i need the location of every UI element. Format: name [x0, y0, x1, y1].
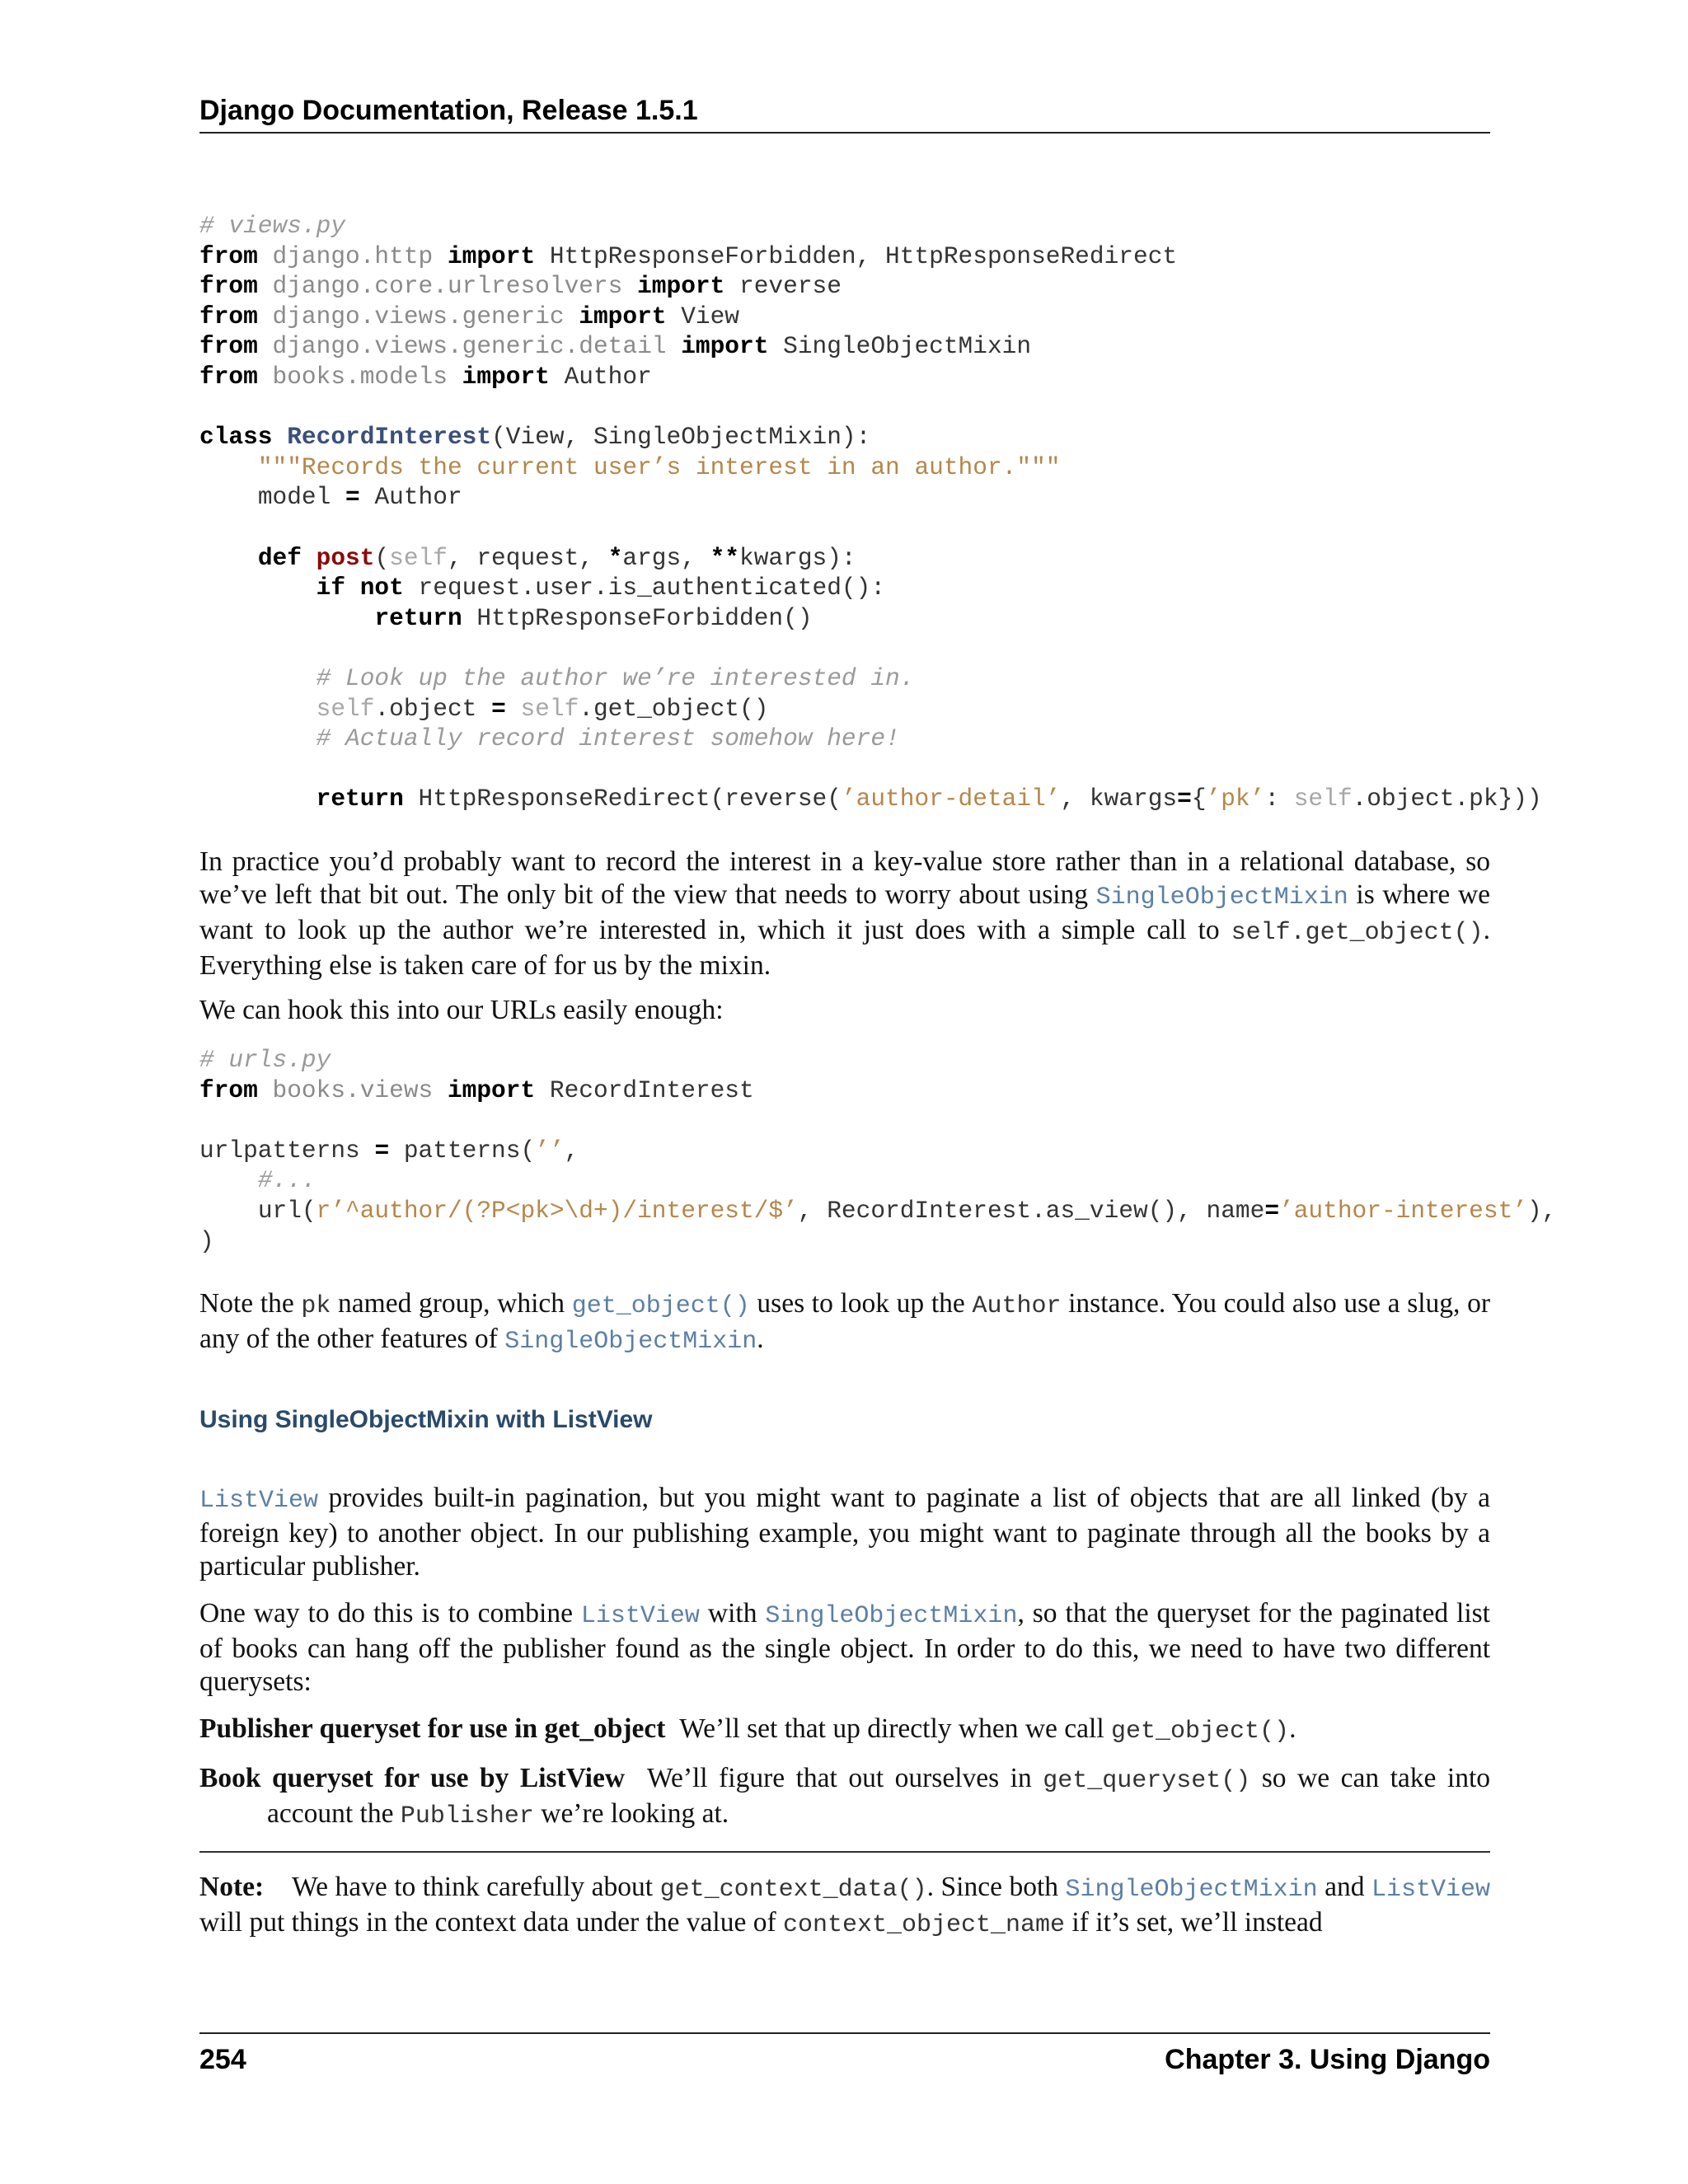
code-module: books.models [272, 362, 448, 391]
text-run: with [699, 1598, 766, 1629]
inline-code: get_context_data() [659, 1876, 927, 1904]
code-module: django.core.urlresolvers [272, 272, 623, 301]
code-text: kwargs): [739, 543, 856, 572]
code-operator: * [607, 543, 623, 572]
code-self: self [316, 694, 375, 723]
paragraph [199, 846, 1490, 982]
code-operator: ** [710, 543, 740, 572]
code-keyword: import [447, 241, 536, 270]
code-text: : [1264, 785, 1294, 813]
text-run: if it’s set, we’ll instead [1065, 1907, 1323, 1938]
code-operator: = [491, 694, 506, 723]
code-class-name: RecordInterest [287, 423, 492, 452]
code-keyword: from [199, 1076, 258, 1104]
code-keyword: from [199, 332, 258, 361]
code-text: .object [374, 694, 477, 723]
code-keyword: return [374, 603, 462, 632]
code-keyword: import [681, 332, 769, 361]
code-text: , kwargs [1060, 785, 1178, 813]
text-run: , so that the queryset for the paginated list of books can hang off the publisher found as the single object. In order to do this, we need to have two different querysets: [199, 1598, 1490, 1697]
running-footer [199, 2032, 1490, 2080]
code-names: HttpResponseForbidden, HttpResponseRedirect [549, 241, 1178, 270]
text-run: we’re looking at. [533, 1798, 729, 1829]
code-text: HttpResponseRedirect(reverse( [418, 785, 842, 813]
code-keyword: from [199, 241, 258, 270]
code-line [199, 1226, 1556, 1257]
inline-code: Publisher [400, 1802, 534, 1830]
code-keyword: class [199, 423, 273, 452]
note-box [199, 1851, 1490, 1942]
code-text: , [564, 1136, 579, 1165]
code-line [199, 422, 1542, 452]
code-line [199, 784, 1542, 814]
code-names: RecordInterest [549, 1076, 754, 1104]
code-text: ) [199, 1226, 214, 1255]
code-line [199, 1045, 1556, 1076]
code-text: patterns( [403, 1136, 536, 1165]
xref-link[interactable]: SingleObjectMixin [504, 1328, 757, 1356]
code-operator: = [1264, 1196, 1280, 1225]
code-keyword: import [462, 362, 550, 391]
code-line [199, 241, 1542, 272]
text-run: We’ll set that up directly when we call [679, 1713, 1112, 1744]
code-keyword: import [447, 1076, 536, 1104]
code-text: model [257, 483, 331, 512]
paragraph: We can hook this into our URLs easily enough: [199, 995, 724, 1025]
code-names: Author [564, 362, 652, 391]
text-run: We have to think carefully about [292, 1872, 660, 1902]
definition-list-item [199, 1713, 1490, 1748]
code-text: ), [1526, 1196, 1557, 1225]
code-comment: # Look up the author we’re interested in. [316, 663, 915, 692]
code-line [199, 302, 1542, 332]
code-line [199, 482, 1542, 513]
section-heading: Using SingleObjectMixin with ListView [199, 1406, 653, 1433]
xref-link[interactable]: SingleObjectMixin [1095, 883, 1348, 912]
code-module: django.http [272, 241, 434, 270]
code-text: HttpResponseForbidden() [476, 603, 813, 632]
inline-code: self.get_object() [1231, 919, 1484, 947]
code-keyword: if not [316, 574, 404, 602]
text-run: . Since both [926, 1872, 1066, 1902]
text-run: named group, which [331, 1288, 572, 1319]
xref-link[interactable]: SingleObjectMixin [765, 1602, 1018, 1630]
code-text: .get_object() [579, 694, 769, 723]
text-run: We’ll figure that out ourselves in [647, 1763, 1043, 1793]
code-names: SingleObjectMixin [783, 332, 1032, 361]
code-line [199, 1196, 1556, 1226]
inline-code: Author [972, 1292, 1062, 1320]
code-names: reverse [739, 272, 842, 301]
paragraph [199, 1597, 1490, 1699]
code-module: books.views [272, 1076, 434, 1104]
text-run: is where we want to look up the author we’re interested in, which it just does with a simple call to [199, 879, 1490, 945]
running-header [199, 92, 1490, 134]
code-text: request.user.is_authenticated(): [418, 574, 886, 602]
text-run: . [1289, 1713, 1296, 1744]
code-line [199, 331, 1542, 362]
code-operator: = [1177, 785, 1192, 813]
code-module: django.views.generic.detail [272, 332, 667, 361]
code-line: def post(self, request, *args, **kwargs): [257, 543, 856, 572]
code-module: django.views.generic [272, 302, 565, 330]
text-run: instance. You could also use a slug, or any of the other features of [199, 1288, 1490, 1354]
code-line [199, 1076, 1556, 1106]
blank-line [199, 392, 1542, 423]
code-text: , RecordInterest.as_view(), name [797, 1196, 1265, 1225]
code-text: Author [374, 483, 462, 512]
code-self: self [389, 543, 448, 572]
xref-link[interactable]: SingleObjectMixin [1065, 1876, 1318, 1904]
note-label: Note: [199, 1872, 265, 1902]
definition-term: Book queryset for use by ListView [199, 1763, 626, 1793]
inline-code: get_object() [1111, 1718, 1290, 1746]
inline-code: get_queryset() [1043, 1767, 1251, 1795]
paragraph [199, 1482, 1490, 1583]
text-run: In practice you’d probably want to record the interest in a key-value store rather than in a relational database, so we’ve left that bit out. The only bit of the view that needs to worry about using [199, 846, 1490, 910]
code-string: ’author-interest’ [1279, 1196, 1527, 1225]
code-block-views [199, 211, 1542, 814]
code-block-urls [199, 1045, 1556, 1256]
text-run: Note the [199, 1288, 302, 1319]
code-names: View [681, 302, 740, 330]
code-text: args, [622, 543, 710, 572]
text-run: . Everything else is taken care of for us by the mixin. [199, 915, 1490, 981]
text-run: will put things in the context data under the value of [199, 1907, 783, 1938]
code-comment: # views.py [199, 212, 346, 240]
blank-line [199, 513, 1542, 543]
xref-link[interactable]: get_object() [571, 1292, 750, 1320]
text-run: so we can take into account the [267, 1763, 1491, 1829]
code-text: { [1191, 785, 1207, 813]
code-line [199, 1165, 1556, 1196]
code-self: self [1293, 785, 1353, 813]
note-body [199, 1871, 1490, 1942]
code-keyword: return [316, 785, 404, 813]
text-run: One way to do this is to combine [199, 1598, 581, 1629]
code-text: urlpatterns [199, 1136, 360, 1165]
xref-link[interactable]: ListView [199, 1487, 319, 1515]
code-text: , request, [447, 543, 608, 572]
code-keyword: def [257, 543, 302, 572]
inline-code: context_object_name [782, 1911, 1066, 1939]
code-comment: # Actually record interest somehow here! [316, 724, 900, 753]
code-line [199, 1136, 1556, 1166]
code-operator: = [345, 483, 360, 512]
text-run: provides built-in pagination, but you might want to paginate a list of objects that are all linked (by a foreign key) to another object. In our publishing example, you might want to paginate through all the books by a particular publisher. [199, 1483, 1490, 1582]
code-function-name: post [316, 543, 375, 572]
code-line [199, 573, 1542, 603]
code-string: ’’ [535, 1136, 565, 1165]
code-keyword: import [579, 302, 667, 330]
code-comment: #... [257, 1166, 316, 1195]
paragraph [199, 1287, 1490, 1358]
blank-line [199, 754, 1542, 785]
code-keyword: from [199, 272, 258, 301]
text-run: uses to look up the [749, 1288, 973, 1319]
code-line [199, 271, 1542, 302]
chapter-title: Chapter 3. Using Django [1165, 2044, 1490, 2075]
definition-entry [199, 1762, 1490, 1833]
code-text: (View, SingleObjectMixin): [491, 423, 871, 452]
code-keyword: from [199, 302, 258, 330]
definition-list-item [199, 1762, 1490, 1833]
code-line [199, 694, 1542, 724]
text-run: . [757, 1324, 764, 1354]
code-line [199, 211, 1542, 241]
code-keyword: from [199, 362, 258, 391]
code-string: ’pk’ [1206, 785, 1265, 813]
text-run: and [1317, 1872, 1372, 1902]
code-text: url( [257, 1196, 316, 1225]
code-operator: = [374, 1136, 390, 1165]
code-docstring: """Records the current user’s interest in an author.""" [257, 452, 1061, 481]
definition-entry [199, 1713, 1490, 1748]
code-keyword: import [637, 272, 725, 301]
code-line [199, 663, 1542, 694]
page-number: 254 [199, 2044, 246, 2075]
xref-link[interactable]: ListView [1371, 1876, 1491, 1904]
header-title: Django Documentation, Release 1.5.1 [199, 95, 698, 126]
code-comment: # urls.py [199, 1046, 331, 1074]
code-line [199, 362, 1542, 392]
blank-line [199, 633, 1542, 663]
blank-line [199, 1105, 1556, 1136]
definition-term: Publisher queryset for use in get_object [199, 1713, 666, 1744]
code-line [199, 452, 1542, 483]
code-line [199, 603, 1542, 634]
xref-link[interactable]: ListView [580, 1602, 700, 1630]
code-string: ’author-detail’ [841, 785, 1061, 813]
inline-code: pk [301, 1292, 331, 1320]
code-text: .object.pk})) [1352, 785, 1542, 813]
code-string: r’^author/(?P<pk>\d+)/interest/$’ [316, 1196, 798, 1225]
code-self: self [520, 694, 579, 723]
code-line [199, 724, 1542, 754]
